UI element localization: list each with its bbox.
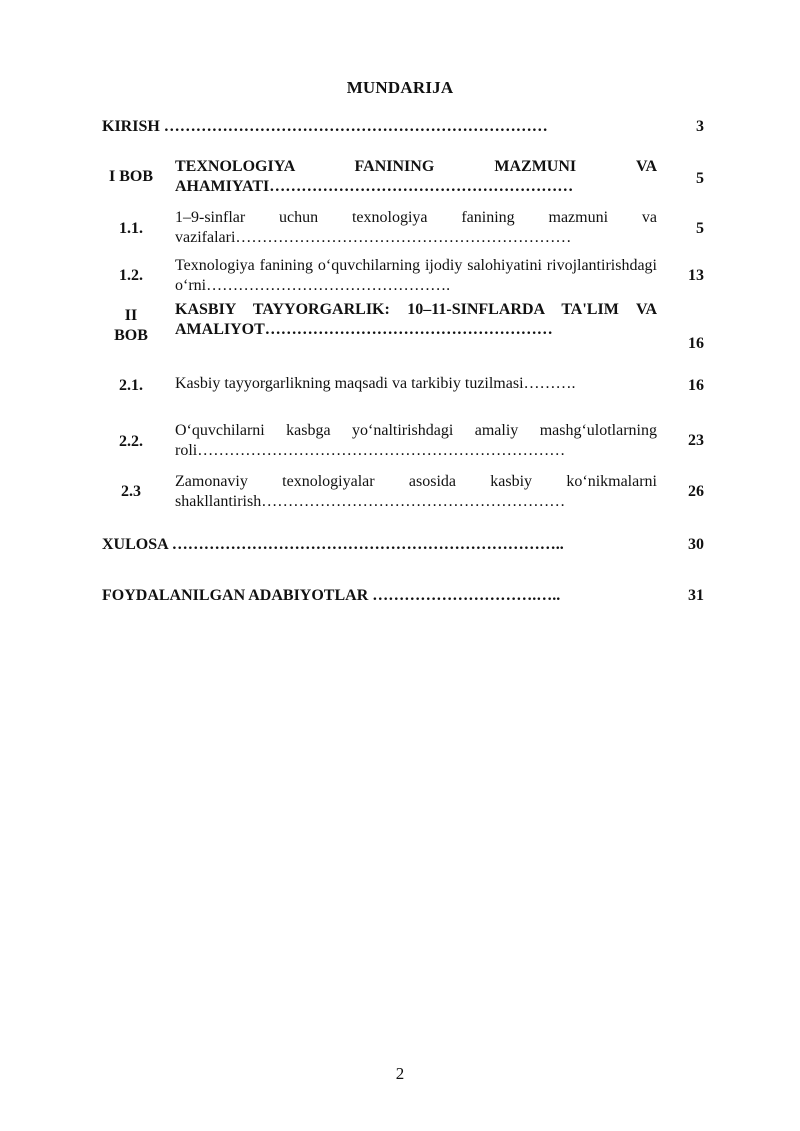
- toc-entry-page: 26: [688, 483, 704, 500]
- toc-entry-number: II BOB: [114, 307, 148, 344]
- toc-entry-page: 30: [688, 536, 704, 553]
- toc-entry-section-2-2[interactable]: [0, 421, 800, 461]
- toc-entry-number: 1.1.: [119, 220, 143, 237]
- toc-entry-section-1-1[interactable]: [0, 208, 800, 248]
- toc-entry-page: 16: [688, 377, 704, 394]
- toc-entry-page: 23: [688, 432, 704, 449]
- toc-entry-xulosa[interactable]: [0, 535, 800, 555]
- toc-entry-text: 1–9-sinflar uchun texnologiya fanining mazmuni va vazifalari………………………………………………………: [175, 209, 657, 246]
- toc-entry-section-2-1[interactable]: [0, 374, 800, 396]
- toc-entry-text: FOYDALANILGAN ADABIYOTLAR ………………………….…..: [102, 587, 561, 604]
- toc-entry-page: 16: [688, 335, 704, 352]
- toc-entry-page: 3: [696, 118, 704, 135]
- toc-entry-text: Texnologiya fanining o‘quvchilarning ijodiy salohiyatini rivojlantirishdagi o‘rni……………………………………….: [175, 257, 657, 294]
- toc-entry-number: 2.3: [121, 483, 141, 500]
- toc-entry-section-2-3[interactable]: [0, 472, 800, 512]
- toc-entry-text: Kasbiy tayyorgarlikning maqsadi va tarkibiy tuzilmasi……….: [175, 375, 576, 392]
- toc-entry-references[interactable]: [0, 586, 800, 606]
- toc-entry-page: 13: [688, 267, 704, 284]
- toc-entry-page: 5: [696, 220, 704, 237]
- toc-entry-chapter-1[interactable]: [0, 157, 800, 197]
- toc-entry-text: XULOSA ………………………………………………………………..: [102, 536, 564, 553]
- toc-entry-text: KASBIY TAYYORGARLIK: 10–11-SINFLARDA TA'LIM VA AMALIYOT………………………………………………: [175, 301, 657, 338]
- toc-entry-section-1-2[interactable]: [0, 256, 800, 296]
- toc-entry-text: TEXNOLOGIYA FANINING MAZMUNI VA AHAMIYATI…………………………………………………: [175, 158, 657, 195]
- toc-entry-page: 31: [688, 587, 704, 604]
- toc-entry-text: Zamonaviy texnologiyalar asosida kasbiy ko‘nikmalarni shakllantirish…………………………………………………: [175, 473, 657, 510]
- toc-entry-number: I BOB: [108, 168, 153, 185]
- toc-entry-chapter-2[interactable]: [0, 300, 800, 356]
- toc-entry-kirish[interactable]: [0, 117, 800, 137]
- toc-entry-number: 2.1.: [119, 377, 143, 394]
- toc-entry-text: O‘quvchilarni kasbga yo‘naltirishdagi amaliy mashg‘ulotlarning roli……………………………………………………………: [175, 422, 657, 459]
- toc-entry-number: 1.2.: [119, 267, 143, 284]
- page-title: MUNDARIJA: [346, 78, 454, 97]
- toc-entry-text: KIRISH ………………………………………………………………: [102, 118, 548, 135]
- page-number: 2: [395, 1064, 405, 1083]
- toc-entry-number: 2.2.: [119, 433, 143, 450]
- toc-entry-page: 5: [696, 170, 704, 187]
